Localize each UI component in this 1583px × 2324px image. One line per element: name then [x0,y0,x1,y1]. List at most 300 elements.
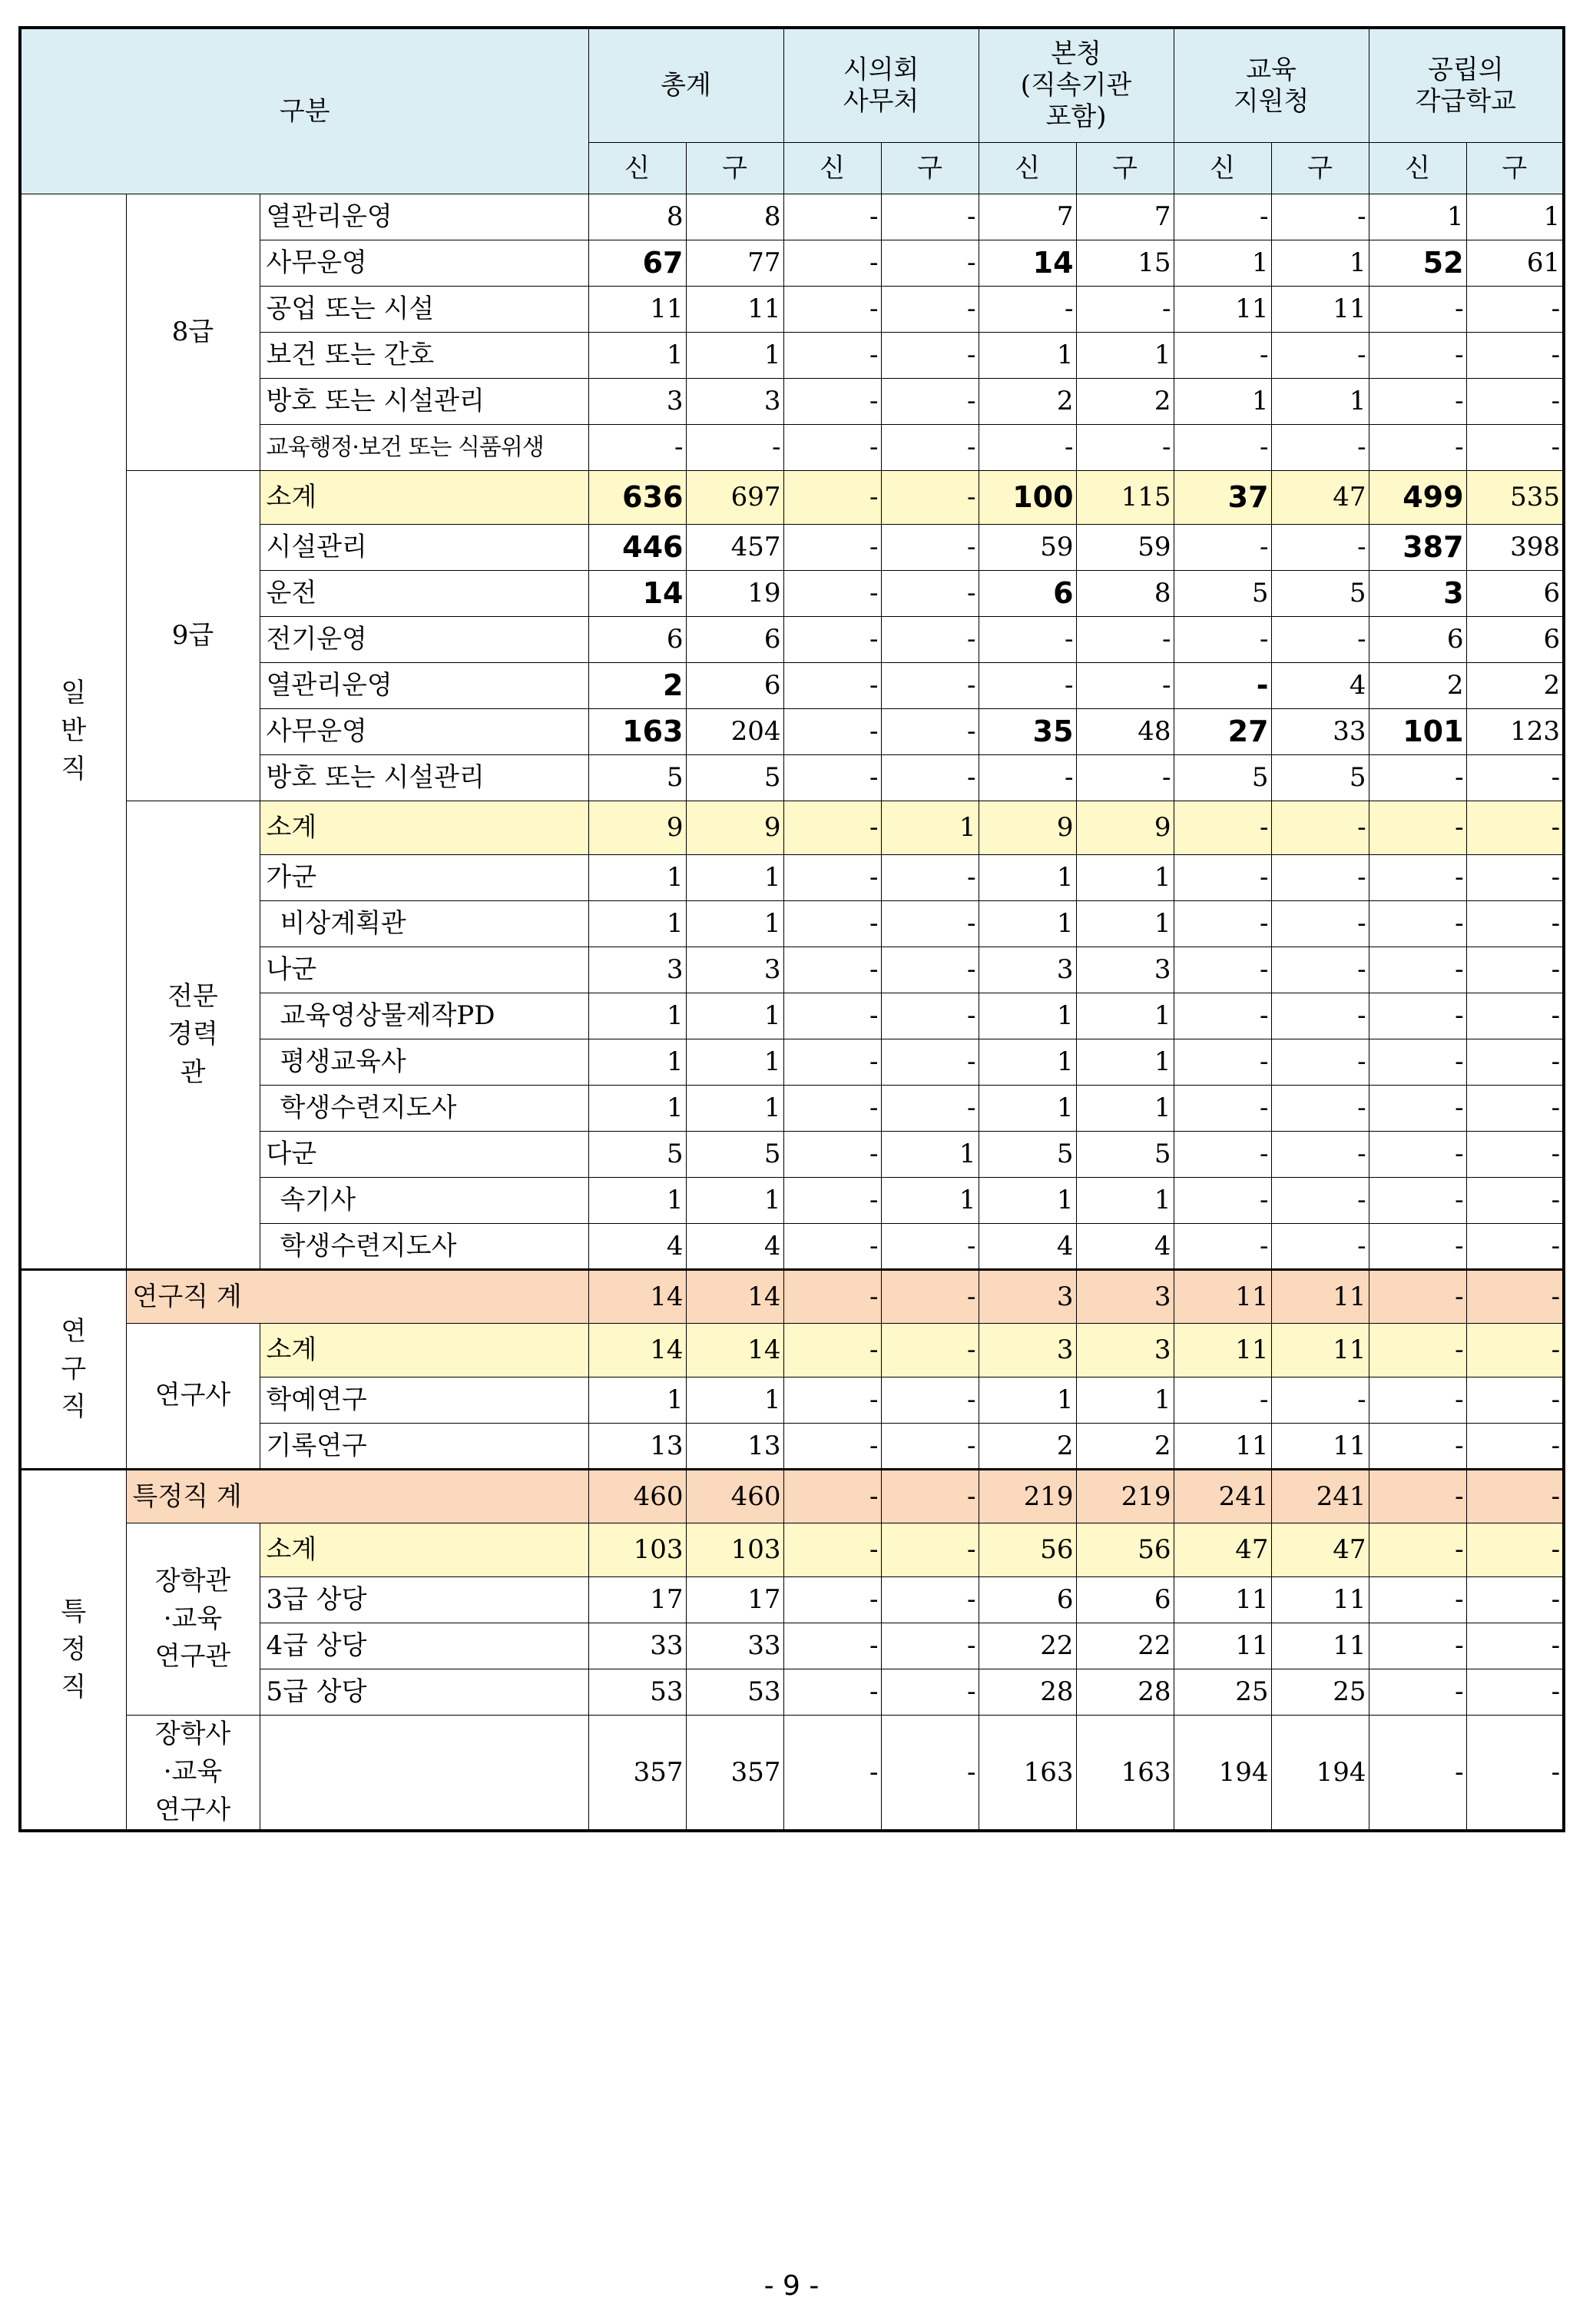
value-cell: - [881,240,979,287]
value-cell: 9 [979,801,1076,855]
value-cell: 11 [1174,1424,1271,1470]
value-cell: 1 [686,1039,783,1086]
row-label: 전기운영 [260,617,588,663]
value-cell: 163 [979,1716,1076,1831]
value-cell: 28 [979,1669,1076,1716]
value-cell: 6 [1466,617,1564,663]
value-cell: - [783,333,881,379]
value-cell: - [1369,1039,1466,1086]
header-new: 신 [1369,143,1466,194]
value-cell: 1 [1076,901,1174,947]
value-cell: - [1466,1086,1564,1132]
value-cell: 1 [588,333,686,379]
header-new: 신 [783,143,881,194]
value-cell: - [1174,663,1271,709]
value-cell: - [1271,194,1369,240]
value-cell: 14 [588,1324,686,1377]
table-row [20,1324,1564,1377]
value-cell: - [783,1039,881,1086]
row-label: 5급 상당 [260,1669,588,1716]
value-cell: - [783,947,881,993]
value-cell: - [783,1324,881,1377]
value-cell: 6 [1369,617,1466,663]
value-cell: 636 [588,471,686,525]
value-cell: - [1076,663,1174,709]
value-cell: - [881,287,979,333]
header-total: 총계 [588,28,783,143]
value-cell: - [1174,855,1271,901]
value-cell: - [1369,1716,1466,1831]
value-cell: 123 [1466,709,1564,755]
value-cell: - [1271,333,1369,379]
value-cell: - [1076,287,1174,333]
value-cell: - [1466,1377,1564,1424]
value-cell: 1 [979,333,1076,379]
value-cell: - [1466,1224,1564,1270]
value-cell: 194 [1271,1716,1369,1831]
value-cell: 61 [1466,240,1564,287]
value-cell: - [1369,1224,1466,1270]
value-cell: - [783,1716,881,1831]
value-cell: - [881,425,979,471]
value-cell: - [1369,755,1466,801]
value-cell: 11 [1271,1324,1369,1377]
value-cell: - [1369,801,1466,855]
staffing-table [18,26,1565,1832]
value-cell: - [1271,1178,1369,1224]
value-cell: - [881,617,979,663]
value-cell: 14 [686,1270,783,1324]
value-cell: 1 [1076,1178,1174,1224]
value-cell: 14 [686,1324,783,1377]
value-cell: - [1174,1039,1271,1086]
row-label: 학생수련지도사 [260,1224,588,1270]
value-cell: - [1174,1178,1271,1224]
value-cell: - [1369,425,1466,471]
value-cell: 499 [1369,471,1466,525]
value-cell: 9 [686,801,783,855]
value-cell: - [1174,1377,1271,1424]
category-level1: 연 구 직 [20,1270,126,1470]
value-cell: 2 [1076,1424,1174,1470]
value-cell: 1 [979,993,1076,1039]
row-label: 열관리운영 [260,194,588,240]
value-cell: 8 [1076,571,1174,617]
value-cell: - [881,1086,979,1132]
value-cell: - [1174,1224,1271,1270]
value-cell: 460 [686,1470,783,1523]
category-level2: 장학관 ·교육 연구관 [126,1523,260,1716]
value-cell: - [1174,1132,1271,1178]
row-label: 방호 또는 시설관리 [260,755,588,801]
value-cell: - [1369,379,1466,425]
header-old: 구 [1466,143,1564,194]
value-cell: - [1369,1523,1466,1577]
value-cell: 1 [588,1039,686,1086]
value-cell: - [881,1716,979,1831]
value-cell: 100 [979,471,1076,525]
value-cell: - [1466,1577,1564,1623]
value-cell: 163 [588,709,686,755]
value-cell: 1 [979,1039,1076,1086]
value-cell: 5 [686,1132,783,1178]
value-cell: - [1271,525,1369,571]
value-cell: - [881,1577,979,1623]
header-new: 신 [1174,143,1271,194]
value-cell: - [1369,1577,1466,1623]
value-cell: - [1369,1178,1466,1224]
value-cell: 1 [588,855,686,901]
value-cell: - [1271,1039,1369,1086]
header-old: 구 [881,143,979,194]
header-main-office: 본청 (직속기관 포함) [979,28,1174,143]
value-cell: - [881,855,979,901]
value-cell: - [1174,525,1271,571]
value-cell: - [1369,947,1466,993]
row-label: 학생수련지도사 [260,1086,588,1132]
value-cell: - [783,1523,881,1577]
category-level1: 일 반 직 [20,194,126,1270]
value-cell: 52 [1369,240,1466,287]
header-old: 구 [1271,143,1369,194]
value-cell: 47 [1271,471,1369,525]
value-cell: 33 [1271,709,1369,755]
value-cell: 6 [588,617,686,663]
row-label: 보건 또는 간호 [260,333,588,379]
value-cell: - [783,571,881,617]
value-cell: - [783,425,881,471]
value-cell: - [979,617,1076,663]
value-cell: 1 [979,855,1076,901]
value-cell: 77 [686,240,783,287]
row-label: 사무운영 [260,709,588,755]
value-cell: 6 [686,663,783,709]
row-label: 소계 [260,471,588,525]
category-level2: 전문 경력 관 [126,801,260,1270]
value-cell: 241 [1174,1470,1271,1523]
value-cell: 37 [1174,471,1271,525]
value-cell: 1 [1271,379,1369,425]
value-cell: - [783,194,881,240]
value-cell: - [881,755,979,801]
value-cell: - [1271,1132,1369,1178]
value-cell: - [1466,801,1564,855]
value-cell: 3 [588,379,686,425]
value-cell: 2 [979,1424,1076,1470]
value-cell: 5 [1271,755,1369,801]
value-cell: 11 [1271,1577,1369,1623]
value-cell: 11 [1174,1623,1271,1669]
value-cell: 1 [979,1377,1076,1424]
value-cell: - [881,1623,979,1669]
value-cell: - [1466,425,1564,471]
value-cell: 3 [979,1270,1076,1324]
value-cell: - [1271,855,1369,901]
value-cell: - [881,471,979,525]
value-cell: - [783,663,881,709]
value-cell: - [1466,1270,1564,1324]
value-cell: - [881,1523,979,1577]
value-cell: - [1369,855,1466,901]
value-cell: 6 [1466,571,1564,617]
value-cell: 1 [1466,194,1564,240]
value-cell: 47 [1271,1523,1369,1577]
value-cell: - [1466,1324,1564,1377]
value-cell: 5 [686,755,783,801]
header-old: 구 [686,143,783,194]
value-cell: 1 [881,1178,979,1224]
table-row [20,801,1564,855]
value-cell: - [588,425,686,471]
value-cell: 59 [1076,525,1174,571]
value-cell: 9 [1076,801,1174,855]
value-cell: 357 [686,1716,783,1831]
value-cell: - [1466,379,1564,425]
value-cell: 4 [686,1224,783,1270]
value-cell: 101 [1369,709,1466,755]
value-cell: 3 [979,1324,1076,1377]
header-edu-support: 교육 지원청 [1174,28,1369,143]
value-cell: - [1369,1086,1466,1132]
value-cell: 11 [588,287,686,333]
row-label: 다군 [260,1132,588,1178]
value-cell: - [1369,1424,1466,1470]
value-cell: 163 [1076,1716,1174,1831]
value-cell: - [1466,901,1564,947]
value-cell: - [783,1470,881,1523]
value-cell: - [881,571,979,617]
value-cell: 1 [588,993,686,1039]
value-cell: 1 [979,1086,1076,1132]
value-cell: - [881,993,979,1039]
value-cell: 22 [1076,1623,1174,1669]
table-body [20,194,1564,1831]
subtotal-label: 특정직 계 [126,1470,588,1523]
value-cell: 47 [1174,1523,1271,1577]
header-new: 신 [588,143,686,194]
row-label: 교육행정·보건 또는 식품위생 [260,425,588,471]
value-cell: 5 [588,755,686,801]
row-label: 기록연구 [260,1424,588,1470]
value-cell: 446 [588,525,686,571]
value-cell: 67 [588,240,686,287]
value-cell: 3 [1076,1324,1174,1377]
header-new: 신 [979,143,1076,194]
value-cell: - [1076,755,1174,801]
value-cell: 19 [686,571,783,617]
value-cell: - [1369,1132,1466,1178]
value-cell: 28 [1076,1669,1174,1716]
value-cell: - [1466,993,1564,1039]
value-cell: 14 [588,1270,686,1324]
value-cell: - [979,287,1076,333]
row-label [260,1716,588,1831]
value-cell: - [783,801,881,855]
value-cell: 3 [979,947,1076,993]
value-cell: 1 [1076,1039,1174,1086]
value-cell: - [783,1377,881,1424]
value-cell: - [881,663,979,709]
value-cell: 1 [1076,993,1174,1039]
value-cell: 1 [1174,379,1271,425]
value-cell: 241 [1271,1470,1369,1523]
value-cell: 59 [979,525,1076,571]
value-cell: - [1271,617,1369,663]
value-cell: 11 [1271,1623,1369,1669]
value-cell: 11 [1174,1324,1271,1377]
value-cell: - [1174,801,1271,855]
value-cell: 219 [1076,1470,1174,1523]
value-cell: 1 [686,1178,783,1224]
value-cell: 5 [588,1132,686,1178]
value-cell: 3 [686,379,783,425]
value-cell: 2 [1076,379,1174,425]
value-cell: - [881,379,979,425]
value-cell: - [1466,755,1564,801]
value-cell: 5 [1076,1132,1174,1178]
row-label: 비상계획관 [260,901,588,947]
value-cell: 56 [979,1523,1076,1577]
value-cell: 7 [1076,194,1174,240]
value-cell: 3 [1076,947,1174,993]
value-cell: 1 [1174,240,1271,287]
value-cell: - [1271,1086,1369,1132]
value-cell: 22 [979,1623,1076,1669]
value-cell: - [1466,1716,1564,1831]
value-cell: 697 [686,471,783,525]
value-cell: 48 [1076,709,1174,755]
value-cell: - [783,287,881,333]
subtotal-label: 연구직 계 [126,1270,588,1324]
value-cell: - [881,1039,979,1086]
row-label: 열관리운영 [260,663,588,709]
row-label: 소계 [260,1324,588,1377]
value-cell: 1 [588,1178,686,1224]
value-cell: 387 [1369,525,1466,571]
value-cell: - [1369,1270,1466,1324]
value-cell: 53 [686,1669,783,1716]
row-label: 소계 [260,1523,588,1577]
value-cell: 11 [1271,1424,1369,1470]
category-level2: 9급 [126,471,260,801]
value-cell: 460 [588,1470,686,1523]
value-cell: - [1369,1669,1466,1716]
value-cell: - [1174,993,1271,1039]
value-cell: 5 [1271,571,1369,617]
value-cell: - [1466,287,1564,333]
value-cell: - [783,709,881,755]
header-schools: 공립의 각급학교 [1369,28,1564,143]
value-cell: 1 [979,1178,1076,1224]
value-cell: - [1271,1377,1369,1424]
value-cell: 6 [1076,1577,1174,1623]
value-cell: - [881,947,979,993]
value-cell: 204 [686,709,783,755]
value-cell: - [881,1270,979,1324]
value-cell: - [783,1424,881,1470]
value-cell: 1 [686,1377,783,1424]
value-cell: 1 [881,1132,979,1178]
category-level1: 특 정 직 [20,1470,126,1831]
value-cell: - [783,901,881,947]
value-cell: 13 [588,1424,686,1470]
row-label: 소계 [260,801,588,855]
value-cell: 17 [588,1577,686,1623]
value-cell: 1 [1076,855,1174,901]
value-cell: - [979,663,1076,709]
value-cell: - [881,709,979,755]
value-cell: - [783,1669,881,1716]
value-cell: 1 [588,1377,686,1424]
value-cell: 33 [686,1623,783,1669]
header-council: 시의회 사무처 [783,28,979,143]
value-cell: 1 [588,1086,686,1132]
value-cell: 1 [686,855,783,901]
value-cell: 2 [588,663,686,709]
category-level2: 장학사 ·교육 연구사 [126,1716,260,1831]
value-cell: 2 [1369,663,1466,709]
value-cell: - [881,1324,979,1377]
value-cell: 25 [1271,1669,1369,1716]
table-row [20,471,1564,525]
value-cell: - [1466,1470,1564,1523]
value-cell: 219 [979,1470,1076,1523]
value-cell: 1 [686,1086,783,1132]
row-label: 평생교육사 [260,1039,588,1086]
value-cell: 1 [1271,240,1369,287]
value-cell: 457 [686,525,783,571]
value-cell: 14 [588,571,686,617]
value-cell: - [1174,333,1271,379]
value-cell: - [1466,1523,1564,1577]
value-cell: - [1271,947,1369,993]
value-cell: 13 [686,1424,783,1470]
value-cell: 5 [1174,755,1271,801]
value-cell: 1 [979,901,1076,947]
value-cell: 8 [686,194,783,240]
value-cell: - [783,1224,881,1270]
value-cell: - [1174,617,1271,663]
value-cell: 194 [1174,1716,1271,1831]
category-level2: 연구사 [126,1324,260,1470]
value-cell: - [1174,425,1271,471]
value-cell: 3 [1076,1270,1174,1324]
value-cell: - [1369,1377,1466,1424]
value-cell: - [1076,617,1174,663]
value-cell: - [1369,993,1466,1039]
value-cell: - [1369,1623,1466,1669]
value-cell: - [1369,333,1466,379]
value-cell: 1 [588,901,686,947]
value-cell: 1 [686,333,783,379]
value-cell: - [979,755,1076,801]
value-cell: 103 [588,1523,686,1577]
value-cell: - [1174,1086,1271,1132]
row-label: 공업 또는 시설 [260,287,588,333]
value-cell: 357 [588,1716,686,1831]
value-cell: 25 [1174,1669,1271,1716]
value-cell: - [783,240,881,287]
table-row [20,194,1564,240]
value-cell: 6 [686,617,783,663]
value-cell: - [1466,1623,1564,1669]
table-row [20,1470,1564,1523]
row-label: 속기사 [260,1178,588,1224]
row-label: 학예연구 [260,1377,588,1424]
value-cell: 4 [1271,663,1369,709]
value-cell: 53 [588,1669,686,1716]
value-cell: 1 [881,801,979,855]
